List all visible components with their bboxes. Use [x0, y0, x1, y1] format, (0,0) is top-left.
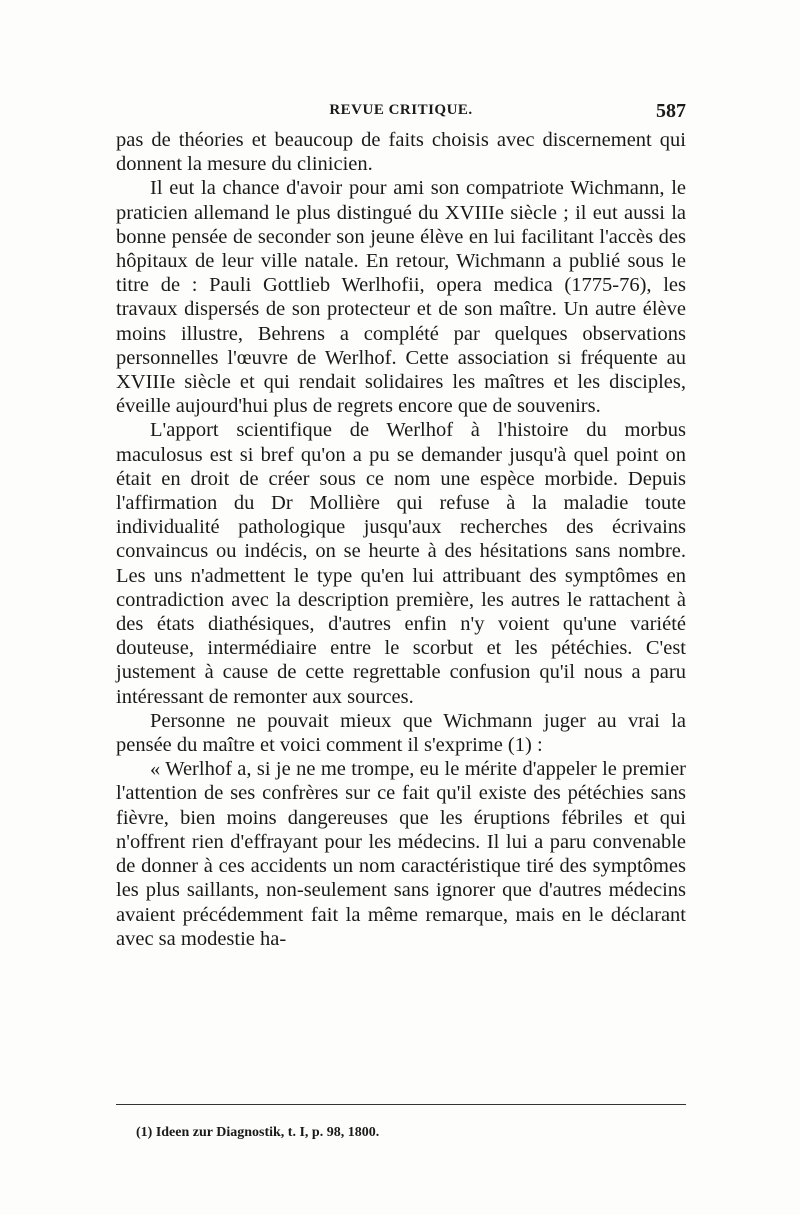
- paragraph-3: L'apport scientifique de Werlhof à l'histoire du morbus maculosus est si bref qu'on a pu se demander jusqu'à quel point on était en droit de créer sous ce nom une espèce morbide. Depuis l'affirmation du Dr Mollière qui refuse à la maladie toute individualité pathologique jusqu'aux recherches des écrivains convaincus ou indécis, on se heurte à des hésitations sans nombre. Les uns n'admettent le type qu'en lui attribuant des symptômes en contradiction avec la description première, les autres le rattachent à des états diathésiques, d'autres enfin n'y voient qu'une variété douteuse, intermédiaire entre le scorbut et les pétéchies. C'est justement à cause de cette regrettable confusion qu'il nous a paru intéressant de remonter aux sources.: [116, 419, 686, 708]
- paragraph-2: Il eut la chance d'avoir pour ami son compatriote Wichmann, le praticien allemand le plus distingué du XVIIIe siècle ; il eut aussi la bonne pensée de seconder son jeune élève en lui facilitant l'accès des hôpitaux de leur ville natale. En retour, Wichmann a publié sous le titre de : Pauli Gottlieb Werlhofii, opera medica (1775-76), les travaux dispersés de son protecteur et de son maître. Un autre élève moins illustre, Behrens a complété par quelques observations personnelles l'œuvre de Werlhof. Cette association si fréquente au XVIIIe siècle et qui rendait solidaires les maîtres et les disciples, éveille aujourd'hui plus de regrets encore que de souvenirs.: [116, 177, 686, 418]
- page-header: [116, 102, 686, 126]
- paragraph-1: pas de théories et beaucoup de faits choisis avec discernement qui donnent la mesure du clinicien.: [116, 129, 686, 176]
- paragraph-5-quotation: « Werlhof a, si je ne me trompe, eu le mérite d'appeler le premier l'attention de ses confrères sur ce fait qu'il existe des pétéchies sans fièvre, bien moins dangereuses que les éruptions fébriles et qui n'offrent rien d'effrayant pour les médecins. Il lui a paru convenable de donner à ces accidents un nom caractéristique tiré des symptômes les plus saillants, non-seulement sans ignorer que d'autres médecins avaient précédemment fait la même remarque, mais en le déclarant avec sa modestie ha-: [116, 758, 686, 950]
- body-text: [116, 128, 686, 951]
- footnote: (1) Ideen zur Diagnostik, t. I, p. 98, 1800.: [136, 1125, 380, 1140]
- page-number: 587: [656, 100, 686, 122]
- paragraph-4: Personne ne pouvait mieux que Wichmann juger au vrai la pensée du maître et voici comment il s'exprime (1) :: [116, 709, 686, 757]
- footnote-divider: [116, 1104, 686, 1105]
- running-head: REVUE CRITIQUE.: [329, 102, 473, 118]
